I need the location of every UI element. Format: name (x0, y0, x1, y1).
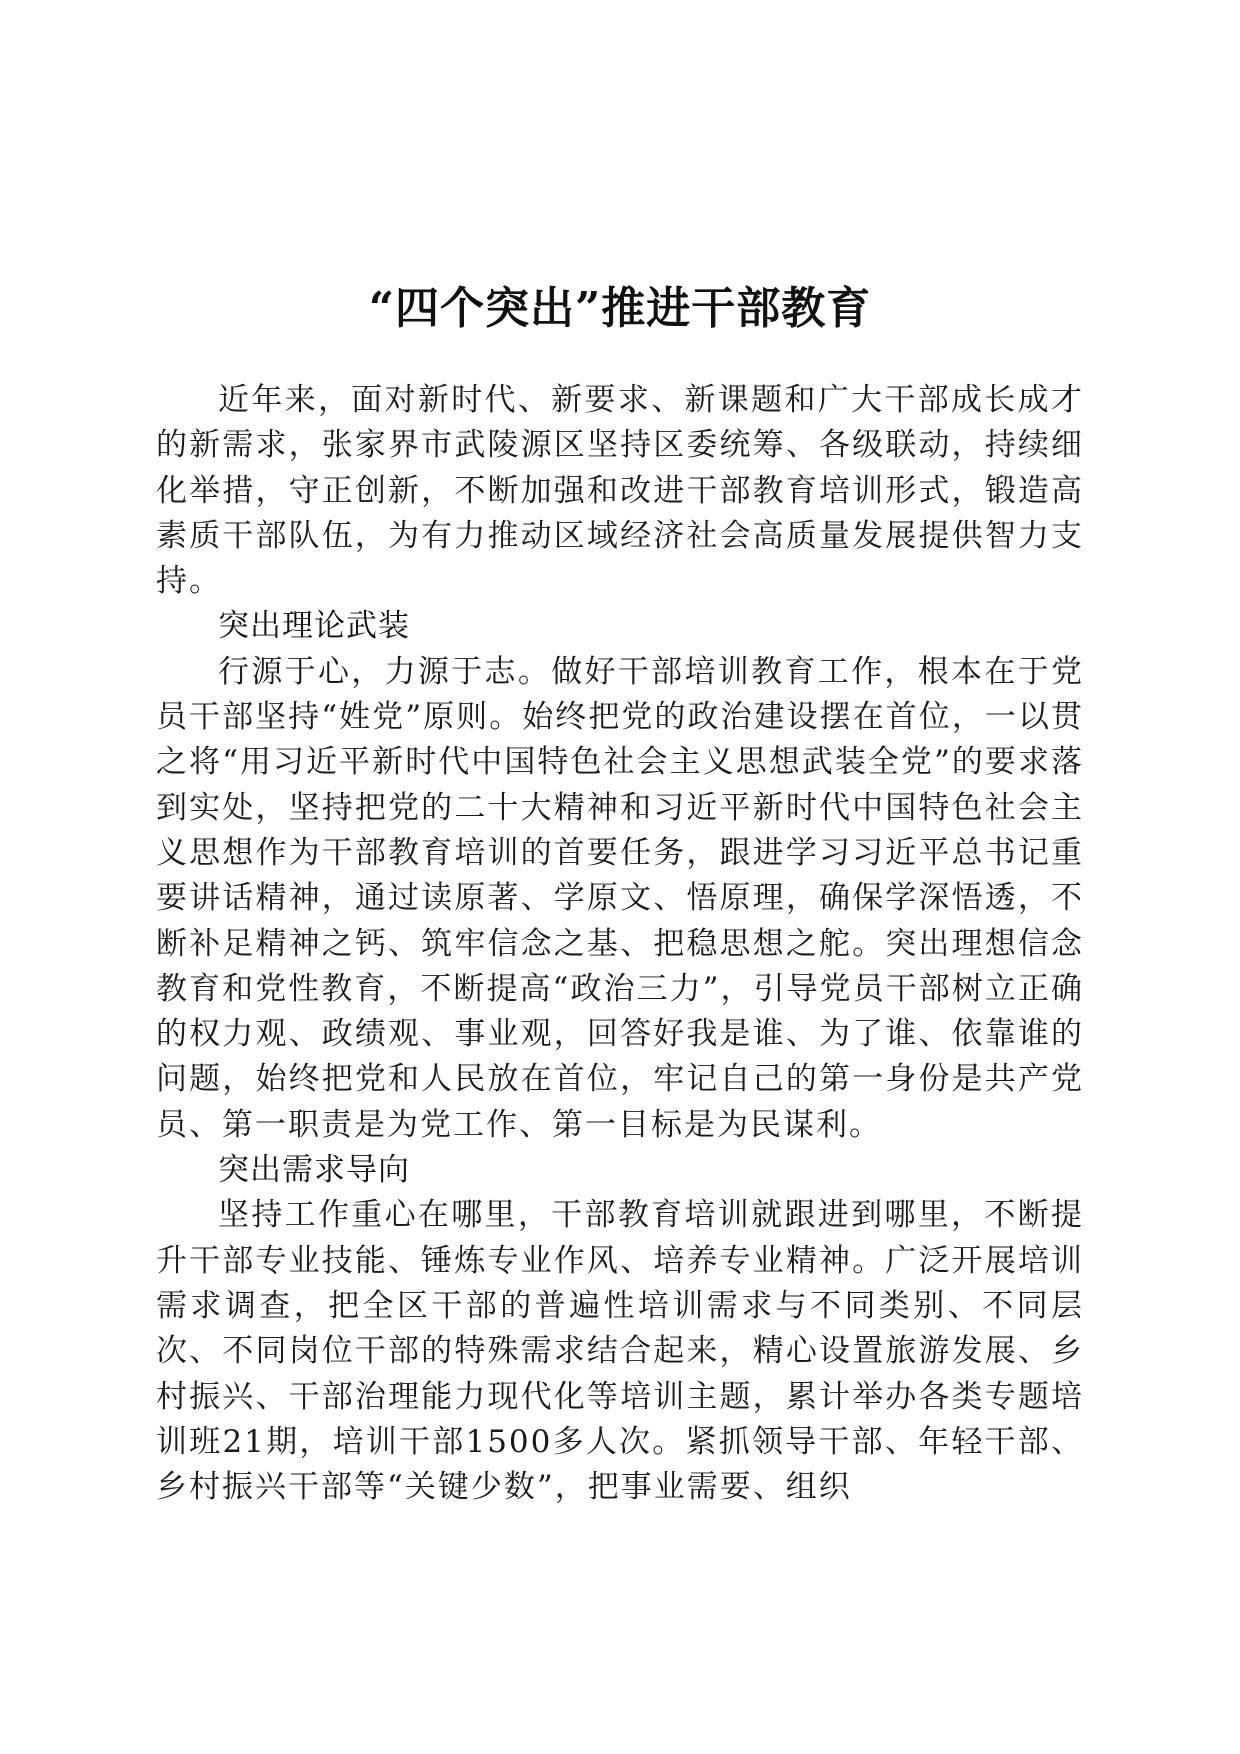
section-heading-theory: 突出理论武装 (218, 608, 410, 645)
document-title: “四个突出”推进干部教育 (368, 283, 872, 335)
section-paragraph-theory: 行源于心，力源于志。做好干部培训教育工作，根本在于党员干部坚持“姓党”原则。始终把党的政治建设摆在首位，一以贯之将“用习近平新时代中国特色社会主义思想武装全党”的要求落到实处，坚持把党的二十大精神和习近平新时代中国特色社会主义思想作为干部教育培训的首要任务，跟进学习习近平总书记重要讲话精神，通过读原著、学原文、悟原理，确保学深悟透，不断补足精神之钙、筑牢信念之基、把稳思想之舵。突出理想信念教育和党性教育，不断提高“政治三力”，引导党员干部树立正确的权力观、政绩观、事业观，回答好我是谁、为了谁、依靠谁的问题，始终把党和人民放在首位，牢记自己的第一身份是共产党员、第一职责是为党工作、第一目标是为民谋利。 (156, 653, 1084, 1143)
section-paragraph-demand: 坚持工作重心在哪里，干部教育培训就跟进到哪里，不断提升干部专业技能、锤炼专业作风、培养专业精神。广泛开展培训需求调查，把全区干部的普遍性培训需求与不同类别、不同层次、不同岗位干部的特殊需求结合起来，精心设置旅游发展、乡村振兴、干部治理能力现代化等培训主题，累计举办各类专题培训班21期，培训干部1500多人次。紧抓领导干部、年轻干部、乡村振兴干部等“关键少数”，把事业需要、组织 (156, 1197, 1084, 1506)
intro-paragraph: 近年来，面对新时代、新要求、新课题和广大干部成长成才的新需求，张家界市武陵源区坚持区委统筹、各级联动，持续细化举措，守正创新，不断加强和改进干部教育培训形式，锻造高素质干部队伍，为有力推动区域经济社会高质量发展提供智力支持。 (156, 382, 1084, 600)
document-body (156, 378, 1084, 1510)
section-heading-demand: 突出需求导向 (218, 1152, 410, 1189)
